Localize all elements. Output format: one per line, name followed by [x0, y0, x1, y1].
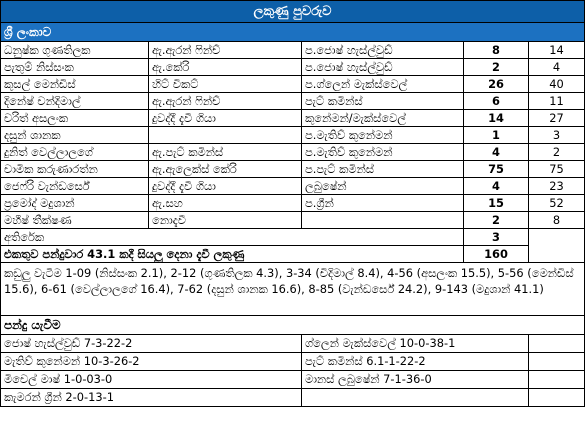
batting-row	[1, 42, 585, 59]
dismissal-info: දුවද්දී දැවී ගියා	[149, 110, 302, 127]
dismissal-info: නොදැවී	[149, 212, 302, 229]
bowler-info: ප.පැට් කමින්ස්	[302, 161, 464, 178]
total-blank	[529, 246, 585, 263]
bowler-figures-left: මිචෙල් මාෂ් 1-0-03-0	[1, 371, 302, 389]
runs-value: 6	[464, 93, 529, 110]
bowler-figures-right: මානස් ලබුෂේන් 7-1-36-0	[302, 371, 529, 389]
runs-value: 14	[464, 110, 529, 127]
bowling-row	[1, 335, 585, 353]
batsman-name: පැතුම් නිස්සංක	[1, 59, 149, 76]
bowler-info	[302, 212, 464, 229]
batting-row	[1, 59, 585, 76]
bowler-figures-left: කැමරන් ග්‍රීන් 2-0-13-1	[1, 389, 302, 407]
bowling-row	[1, 353, 585, 371]
dismissal-info: ඇ.ඇරන් ෆින්ච්	[149, 93, 302, 110]
bowling-blank	[529, 335, 585, 353]
bowling-header: පන්දු යැවීම	[1, 316, 585, 335]
dismissal-info: ඇ.ඇලෙක්ස් කේරි	[149, 161, 302, 178]
bowling-row	[1, 371, 585, 389]
balls-value: 52	[529, 195, 585, 212]
balls-value: 14	[529, 42, 585, 59]
batting-row	[1, 178, 585, 195]
total-value: 160	[464, 246, 529, 263]
bowler-figures-right	[302, 389, 529, 407]
runs-value: 75	[464, 161, 529, 178]
bowling-blank	[529, 371, 585, 389]
extras-blank	[529, 229, 585, 246]
extras-value: 3	[464, 229, 529, 246]
batsman-name: ප්‍රමෝද් මදුශාන්	[1, 195, 149, 212]
runs-value: 26	[464, 76, 529, 93]
batting-row	[1, 212, 585, 229]
balls-value: 75	[529, 161, 585, 178]
dismissal-info: ඇ.ඇරන් ෆින්ච්	[149, 42, 302, 59]
batsman-name: දුනිත් වෙල්ලාලගේ	[1, 144, 149, 161]
batsman-name: මහීෂ් තීක්ෂණ	[1, 212, 149, 229]
balls-value: 8	[529, 212, 585, 229]
batsman-name: දසුන් ශානක	[1, 127, 149, 144]
dismissal-info: ඇ.සහ	[149, 195, 302, 212]
bowler-figures-right: ග්ලෙන් මැක්ස්වෙල් 10-0-38-1	[302, 335, 529, 353]
runs-value: 1	[464, 127, 529, 144]
total-row	[1, 246, 585, 263]
batsman-name: චරිත් අසලංක	[1, 110, 149, 127]
extras-row	[1, 229, 585, 246]
batting-row	[1, 161, 585, 178]
team-name: ශ්‍රී ලංකාව	[1, 23, 585, 42]
total-label: එකතුව පන්දුවාර 43.1 කදී සියලු දෙනා දැවී ලකුණු	[1, 246, 464, 263]
batsman-name: ජෙෆ්රි වැන්ඩර්සේ	[1, 178, 149, 195]
balls-value: 2	[529, 144, 585, 161]
bowler-info: ප.ජොෂ් හැස්ල්වුඩ්	[302, 42, 464, 59]
bowler-figures-left: ජොෂ් හැස්ල්වුඩ් 7-3-22-2	[1, 335, 302, 353]
batting-row	[1, 110, 585, 127]
bowler-info: ප.ග්ලෙන් මැක්ස්වෙල්	[302, 76, 464, 93]
batting-row	[1, 127, 585, 144]
fall-of-wickets: කඩුලු වැටීම 1-09 (නිස්සංක 2.1), 2-12 (ගුණතිලක 4.3), 3-34 (චිදිමාල් 8.4), 4-56 (අසලංක 15.5), 5-56 (මෙන්ඩිස් 15.6), 6-61 (වෙල්ලාලගේ 16.4), 7-62 (දසුන් ශානක 16.6), 8-85 (වැන්ඩර්සේ 24.2), 9-143 (මදුශාන් 41.1)	[1, 263, 585, 316]
bowler-info: ප.ජොෂ් හැස්ල්වුඩ්	[302, 59, 464, 76]
batsman-name: දිනේෂ් චන්දිමාල්	[1, 93, 149, 110]
bowler-figures-left: මැතිව් කුනේමන් 10-3-26-2	[1, 353, 302, 371]
runs-value: 8	[464, 42, 529, 59]
dismissal-info: හිට් විකට්	[149, 76, 302, 93]
bowler-info: කුනේමන්/මැක්ස්වෙල්	[302, 110, 464, 127]
runs-value: 2	[464, 59, 529, 76]
balls-value: 11	[529, 93, 585, 110]
bowler-info: ප.ග්‍රීන්	[302, 195, 464, 212]
batting-row	[1, 195, 585, 212]
bowling-blank	[529, 389, 585, 407]
batting-row	[1, 144, 585, 161]
runs-value: 15	[464, 195, 529, 212]
bowler-figures-right: පැට් කමින්ස් 6.1-1-22-2	[302, 353, 529, 371]
dismissal-info: දුවද්දී දැවී ගියා	[149, 178, 302, 195]
batting-row	[1, 76, 585, 93]
bowler-info: ප.මැතිව් කුනේමන්	[302, 144, 464, 161]
batsman-name: ධනුෂ්ක ගුණතිලක	[1, 42, 149, 59]
balls-value: 4	[529, 59, 585, 76]
balls-value: 23	[529, 178, 585, 195]
batsman-name: කුසල් මෙන්ඩිස්	[1, 76, 149, 93]
balls-value: 40	[529, 76, 585, 93]
bowler-info: පැට් කමින්ස්	[302, 93, 464, 110]
runs-value: 4	[464, 144, 529, 161]
dismissal-info: ඇ.පැට් කමින්ස්	[149, 144, 302, 161]
dismissal-info: ඇ.කේරි	[149, 59, 302, 76]
bowling-blank	[529, 353, 585, 371]
runs-value: 2	[464, 212, 529, 229]
scorecard-title: ලකුණු පුවරුව	[1, 1, 585, 23]
bowler-info: ප.මැතිව් කුනේමන්	[302, 127, 464, 144]
runs-value: 4	[464, 178, 529, 195]
bowling-row	[1, 389, 585, 407]
balls-value: 3	[529, 127, 585, 144]
dismissal-info	[149, 127, 302, 144]
bowling-header-row	[1, 316, 585, 335]
batting-row	[1, 93, 585, 110]
bowler-info: ලබුෂේන්	[302, 178, 464, 195]
extras-label: අතිරේක	[1, 229, 464, 246]
balls-value: 27	[529, 110, 585, 127]
fall-of-wickets-row	[1, 263, 585, 316]
batsman-name: චාමික කරුණාරත්න	[1, 161, 149, 178]
